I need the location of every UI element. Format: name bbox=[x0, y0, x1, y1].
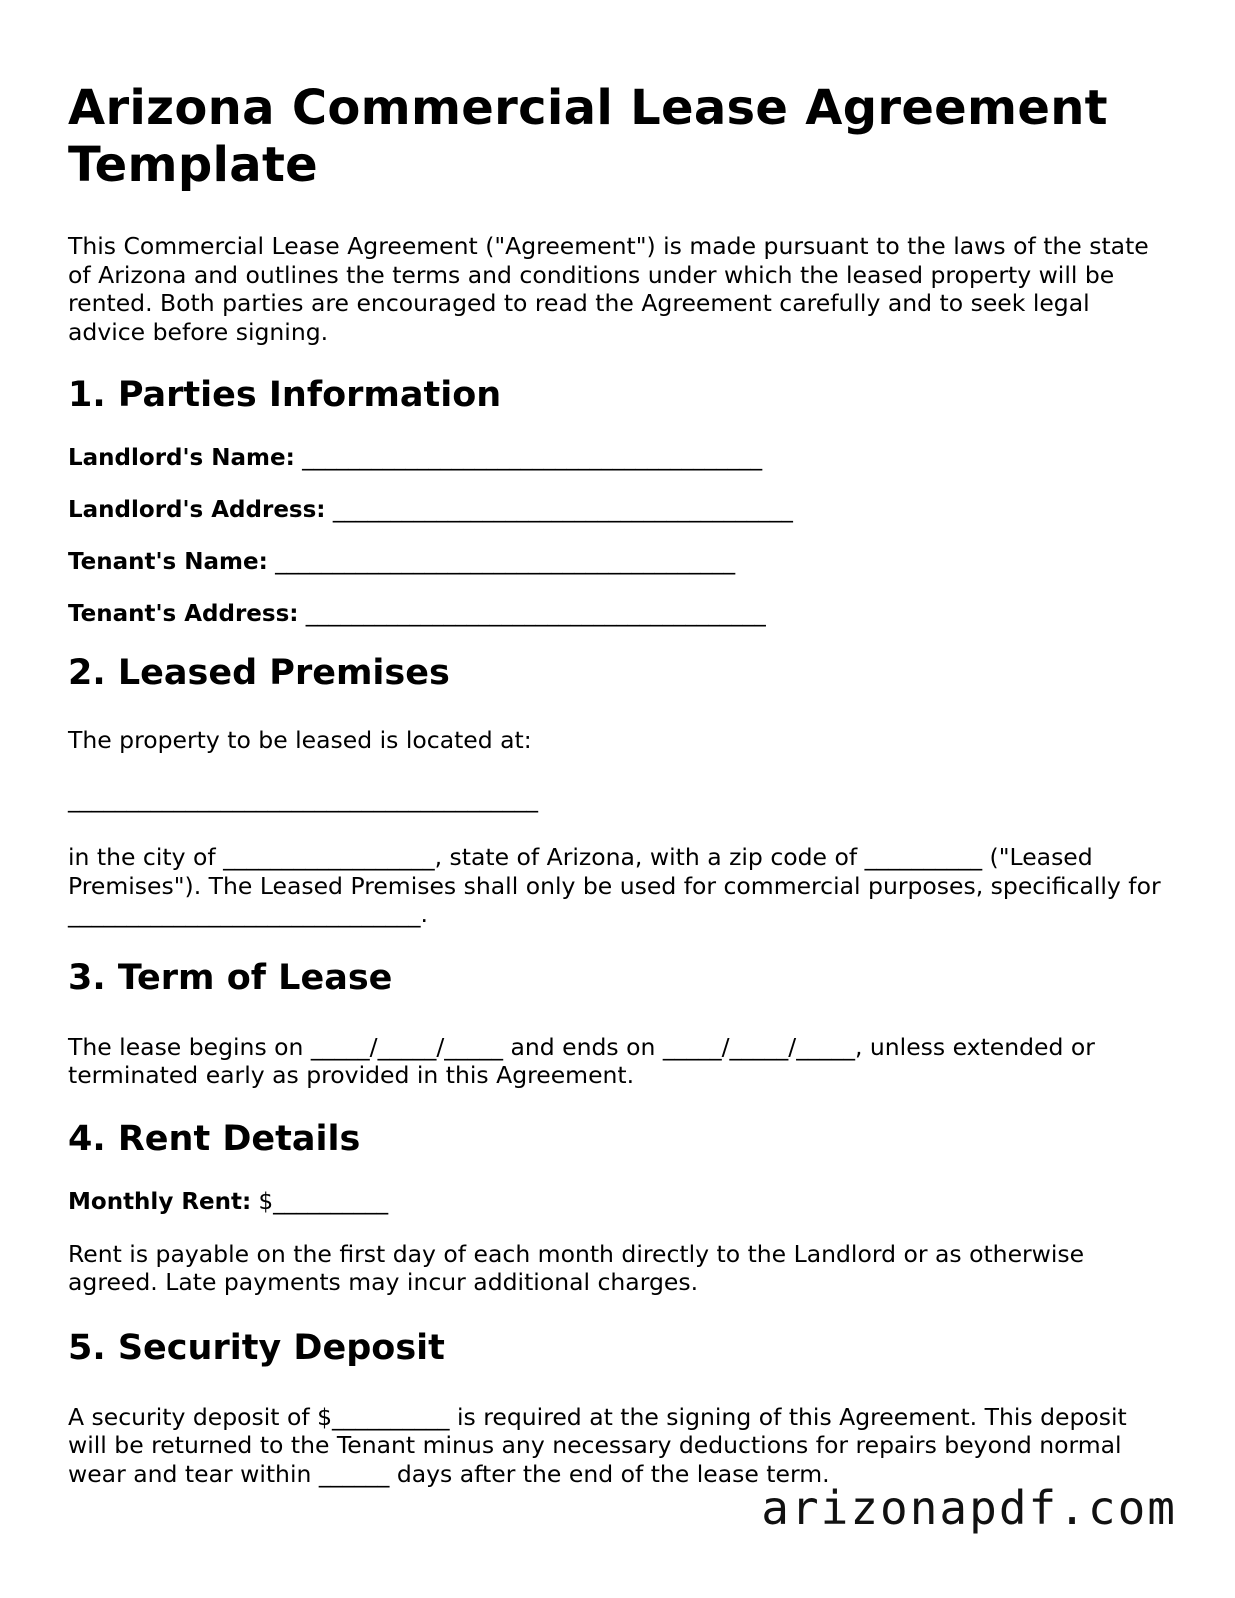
document-title: Arizona Commercial Lease Agreement Template bbox=[68, 80, 1108, 193]
landlord-address-blank: ________________________________________ bbox=[332, 497, 793, 523]
tenant-address-label: Tenant's Address: bbox=[68, 601, 299, 627]
section-heading-term: 3. Term of Lease bbox=[68, 957, 393, 998]
intro-paragraph: This Commercial Lease Agreement ("Agreement") is made pursuant to the laws of the state of Arizona and outlines the terms and conditions under which the leased property will be rented. Both parties are encouraged to read the Agreement carefully and to seek legal advice before signing. bbox=[68, 232, 1149, 346]
premises-location-blank: ________________________________________ bbox=[68, 784, 538, 813]
tenant-name-label: Tenant's Name: bbox=[68, 549, 268, 575]
landlord-name-blank: ________________________________________ bbox=[302, 445, 763, 471]
section-heading-premises: 2. Leased Premises bbox=[68, 653, 450, 693]
tenant-name-blank: ________________________________________ bbox=[275, 549, 736, 575]
term-paragraph: The lease begins on _____/_____/_____ and ends on _____/_____/_____, unless extended or terminated early as provided in this Agreement. bbox=[68, 1032, 1095, 1089]
landlord-name-field bbox=[68, 444, 1168, 472]
section-heading-rent: 4. Rent Details bbox=[68, 1118, 361, 1159]
deposit-paragraph: A security deposit of $__________ is required at the signing of this Agreement. This deposit will be returned to the Tenant minus any necessary deductions for repairs beyond normal wear and tear within ______ days after the end of the lease term. bbox=[68, 1402, 1127, 1488]
monthly-rent-field bbox=[68, 1188, 1168, 1216]
landlord-address-field bbox=[68, 496, 1168, 524]
document-page bbox=[68, 80, 1168, 1488]
monthly-rent-blank: $__________ bbox=[258, 1188, 389, 1215]
premises-location-intro: The property to be leased is located at: bbox=[68, 726, 532, 754]
tenant-address-blank: ________________________________________ bbox=[305, 601, 766, 627]
watermark: arizonapdf.com bbox=[761, 1481, 1177, 1535]
tenant-address-field bbox=[68, 600, 1168, 628]
section-heading-deposit: 5. Security Deposit bbox=[68, 1327, 445, 1368]
section-heading-parties: 1. Parties Information bbox=[68, 375, 502, 415]
premises-city-paragraph: in the city of __________________, state of Arizona, with a zip code of __________ ("Leased Premises"). The Leased Premises shall only be used for commercial purposes, specifically for ______________________________. bbox=[68, 843, 1161, 928]
landlord-address-label: Landlord's Address: bbox=[68, 497, 326, 523]
monthly-rent-label: Monthly Rent: bbox=[68, 1188, 252, 1215]
landlord-name-label: Landlord's Name: bbox=[68, 445, 295, 471]
tenant-name-field bbox=[68, 548, 1168, 576]
rent-note-paragraph: Rent is payable on the first day of each month directly to the Landlord or as otherwise agreed. Late payments may incur additional charges. bbox=[68, 1239, 1085, 1296]
